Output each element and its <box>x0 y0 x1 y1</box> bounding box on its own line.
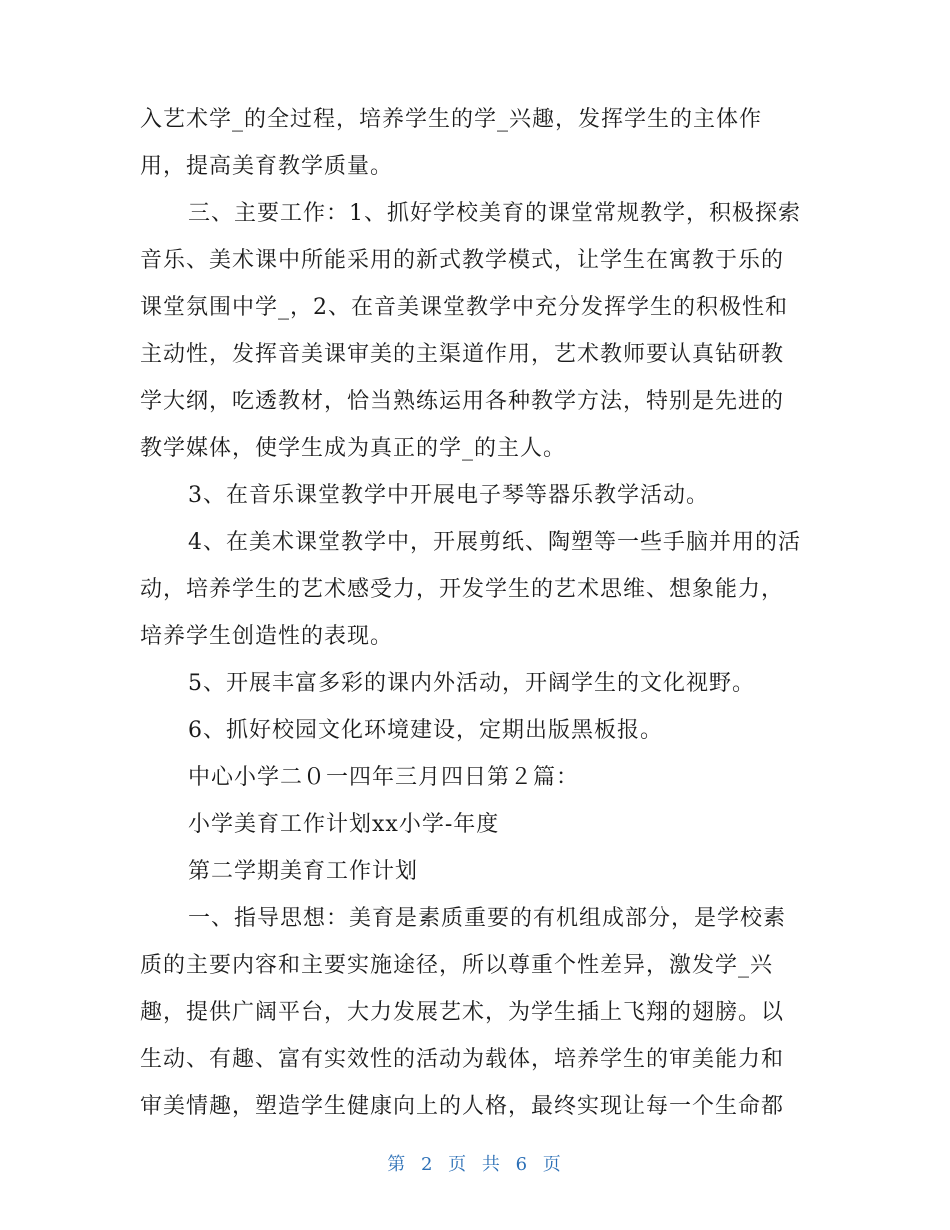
body-line-11: 动，培养学生的艺术感受力，开发学生的艺术思维、想象能力， <box>140 577 785 602</box>
body-line-3: 三、主要工作：1、抓好学校美育的课堂常规教学，积极探索 <box>188 201 801 226</box>
body-line-4: 音乐、美术课中所能采用的新式教学模式，让学生在寓教于乐的 <box>140 248 785 273</box>
body-line-7: 学大纲，吃透教材，恰当熟练运用各种教学方法，特别是先进的 <box>140 389 785 414</box>
body-line-21: 生动、有趣、富有实效性的活动为载体，培养学生的审美能力和 <box>140 1047 785 1072</box>
body-line-12: 培养学生创造性的表现。 <box>140 624 394 649</box>
body-line-22: 审美情趣，塑造学生健康向上的人格，最终实现让每一个生命都 <box>140 1094 785 1119</box>
body-line-9: 3、在音乐课堂教学中开展电子琴等器乐教学活动。 <box>188 483 709 508</box>
body-line-19: 质的主要内容和主要实施途径，所以尊重个性差异，激发学_兴 <box>140 953 774 978</box>
body-line-15: 中心小学二０一四年三月四日第２篇： <box>188 765 580 790</box>
body-line-16: 小学美育工作计划xx小学-年度 <box>188 812 500 837</box>
body-line-17: 第二学期美育工作计划 <box>188 859 419 884</box>
body-line-10: 4、在美术课堂教学中，开展剪纸、陶塑等一些手脑并用的活 <box>188 530 801 555</box>
body-line-8: 教学媒体，使学生成为真正的学_的主人。 <box>140 436 567 461</box>
body-line-18: 一、指导思想：美育是素质重要的有机组成部分，是学校素 <box>188 906 787 931</box>
body-line-1: 入艺术学_的全过程，培养学生的学_兴趣，发挥学生的主体作 <box>140 107 763 132</box>
body-line-5: 课堂氛围中学_，2、在音美课堂教学中充分发挥学生的积极性和 <box>140 295 788 320</box>
body-line-20: 趣，提供广阔平台，大力发展艺术，为学生插上飞翔的翅膀。以 <box>140 1000 785 1025</box>
body-line-2: 用，提高美育教学质量。 <box>140 154 394 179</box>
body-line-13: 5、开展丰富多彩的课内外活动，开阔学生的文化视野。 <box>188 671 755 696</box>
page-number-footer: 第 2 页 共 6 页 <box>387 1154 563 1175</box>
body-line-6: 主动性，发挥音美课审美的主渠道作用，艺术教师要认真钻研教 <box>140 342 785 367</box>
body-line-14: 6、抓好校园文化环境建设，定期出版黑板报。 <box>188 718 663 743</box>
